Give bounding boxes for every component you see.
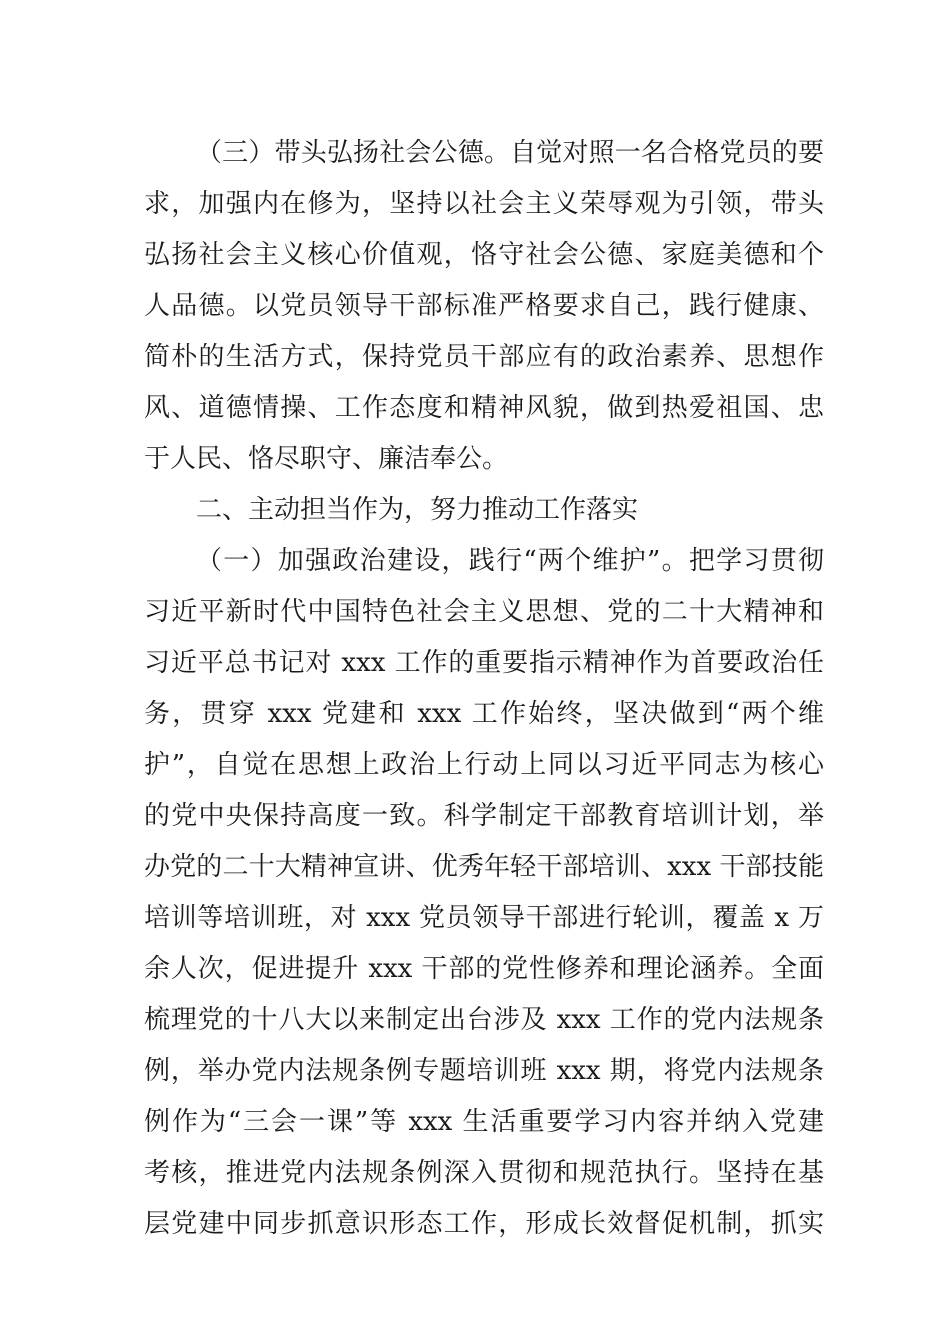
paragraph-line: 于人民、恪尽职守、廉洁奉公。 bbox=[144, 444, 509, 474]
paragraph-line: 例作为“三会一课”等 xxx 生活重要学习内容并纳入党建 bbox=[144, 1107, 824, 1137]
paragraph-line: 护”，自觉在思想上政治上行动上同以习近平同志为核心 bbox=[144, 750, 824, 780]
paragraph-line: 办党的二十大精神宣讲、优秀年轻干部培训、xxx 干部技能 bbox=[144, 852, 824, 882]
paragraph-line: 求，加强内在修为，坚持以社会主义荣辱观为引领，带头 bbox=[144, 189, 824, 219]
paragraph-line: 层党建中同步抓意识形态工作，形成长效督促机制，抓实 bbox=[144, 1209, 824, 1239]
paragraph-line: 人品德。以党员领导干部标准严格要求自己，践行健康、 bbox=[144, 291, 824, 321]
paragraph-line: 考核，推进党内法规条例深入贯彻和规范执行。坚持在基 bbox=[144, 1158, 824, 1188]
paragraph-line: 习近平总书记对 xxx 工作的重要指示精神作为首要政治任 bbox=[144, 648, 824, 678]
paragraph-line: 梳理党的十八大以来制定出台涉及 xxx 工作的党内法规条 bbox=[144, 1005, 824, 1035]
paragraph-line: 例，举办党内法规条例专题培训班 xxx 期，将党内法规条 bbox=[144, 1056, 824, 1086]
paragraph-line: （三）带头弘扬社会公德。自觉对照一名合格党员的要 bbox=[196, 138, 824, 168]
paragraph-line: 风、道德情操、工作态度和精神风貌，做到热爱祖国、忠 bbox=[144, 393, 824, 423]
paragraph-line: 的党中央保持高度一致。科学制定干部教育培训计划，举 bbox=[144, 801, 824, 831]
paragraph-line: 简朴的生活方式，保持党员干部应有的政治素养、思想作 bbox=[144, 342, 824, 372]
paragraph-line: 弘扬社会主义核心价值观，恪守社会公德、家庭美德和个 bbox=[144, 240, 824, 270]
paragraph-line: 培训等培训班，对 xxx 党员领导干部进行轮训，覆盖 x 万 bbox=[144, 903, 824, 933]
paragraph-line: （一）加强政治建设，践行“两个维护”。把学习贯彻 bbox=[196, 546, 824, 576]
paragraph-line: 务，贯穿 xxx 党建和 xxx 工作始终，坚决做到“两个维 bbox=[144, 699, 824, 729]
paragraph-line: 余人次，促进提升 xxx 干部的党性修养和理论涵养。全面 bbox=[144, 954, 824, 984]
section-heading: 二、主动担当作为，努力推动工作落实 bbox=[196, 495, 639, 525]
paragraph-line: 习近平新时代中国特色社会主义思想、党的二十大精神和 bbox=[144, 597, 824, 627]
